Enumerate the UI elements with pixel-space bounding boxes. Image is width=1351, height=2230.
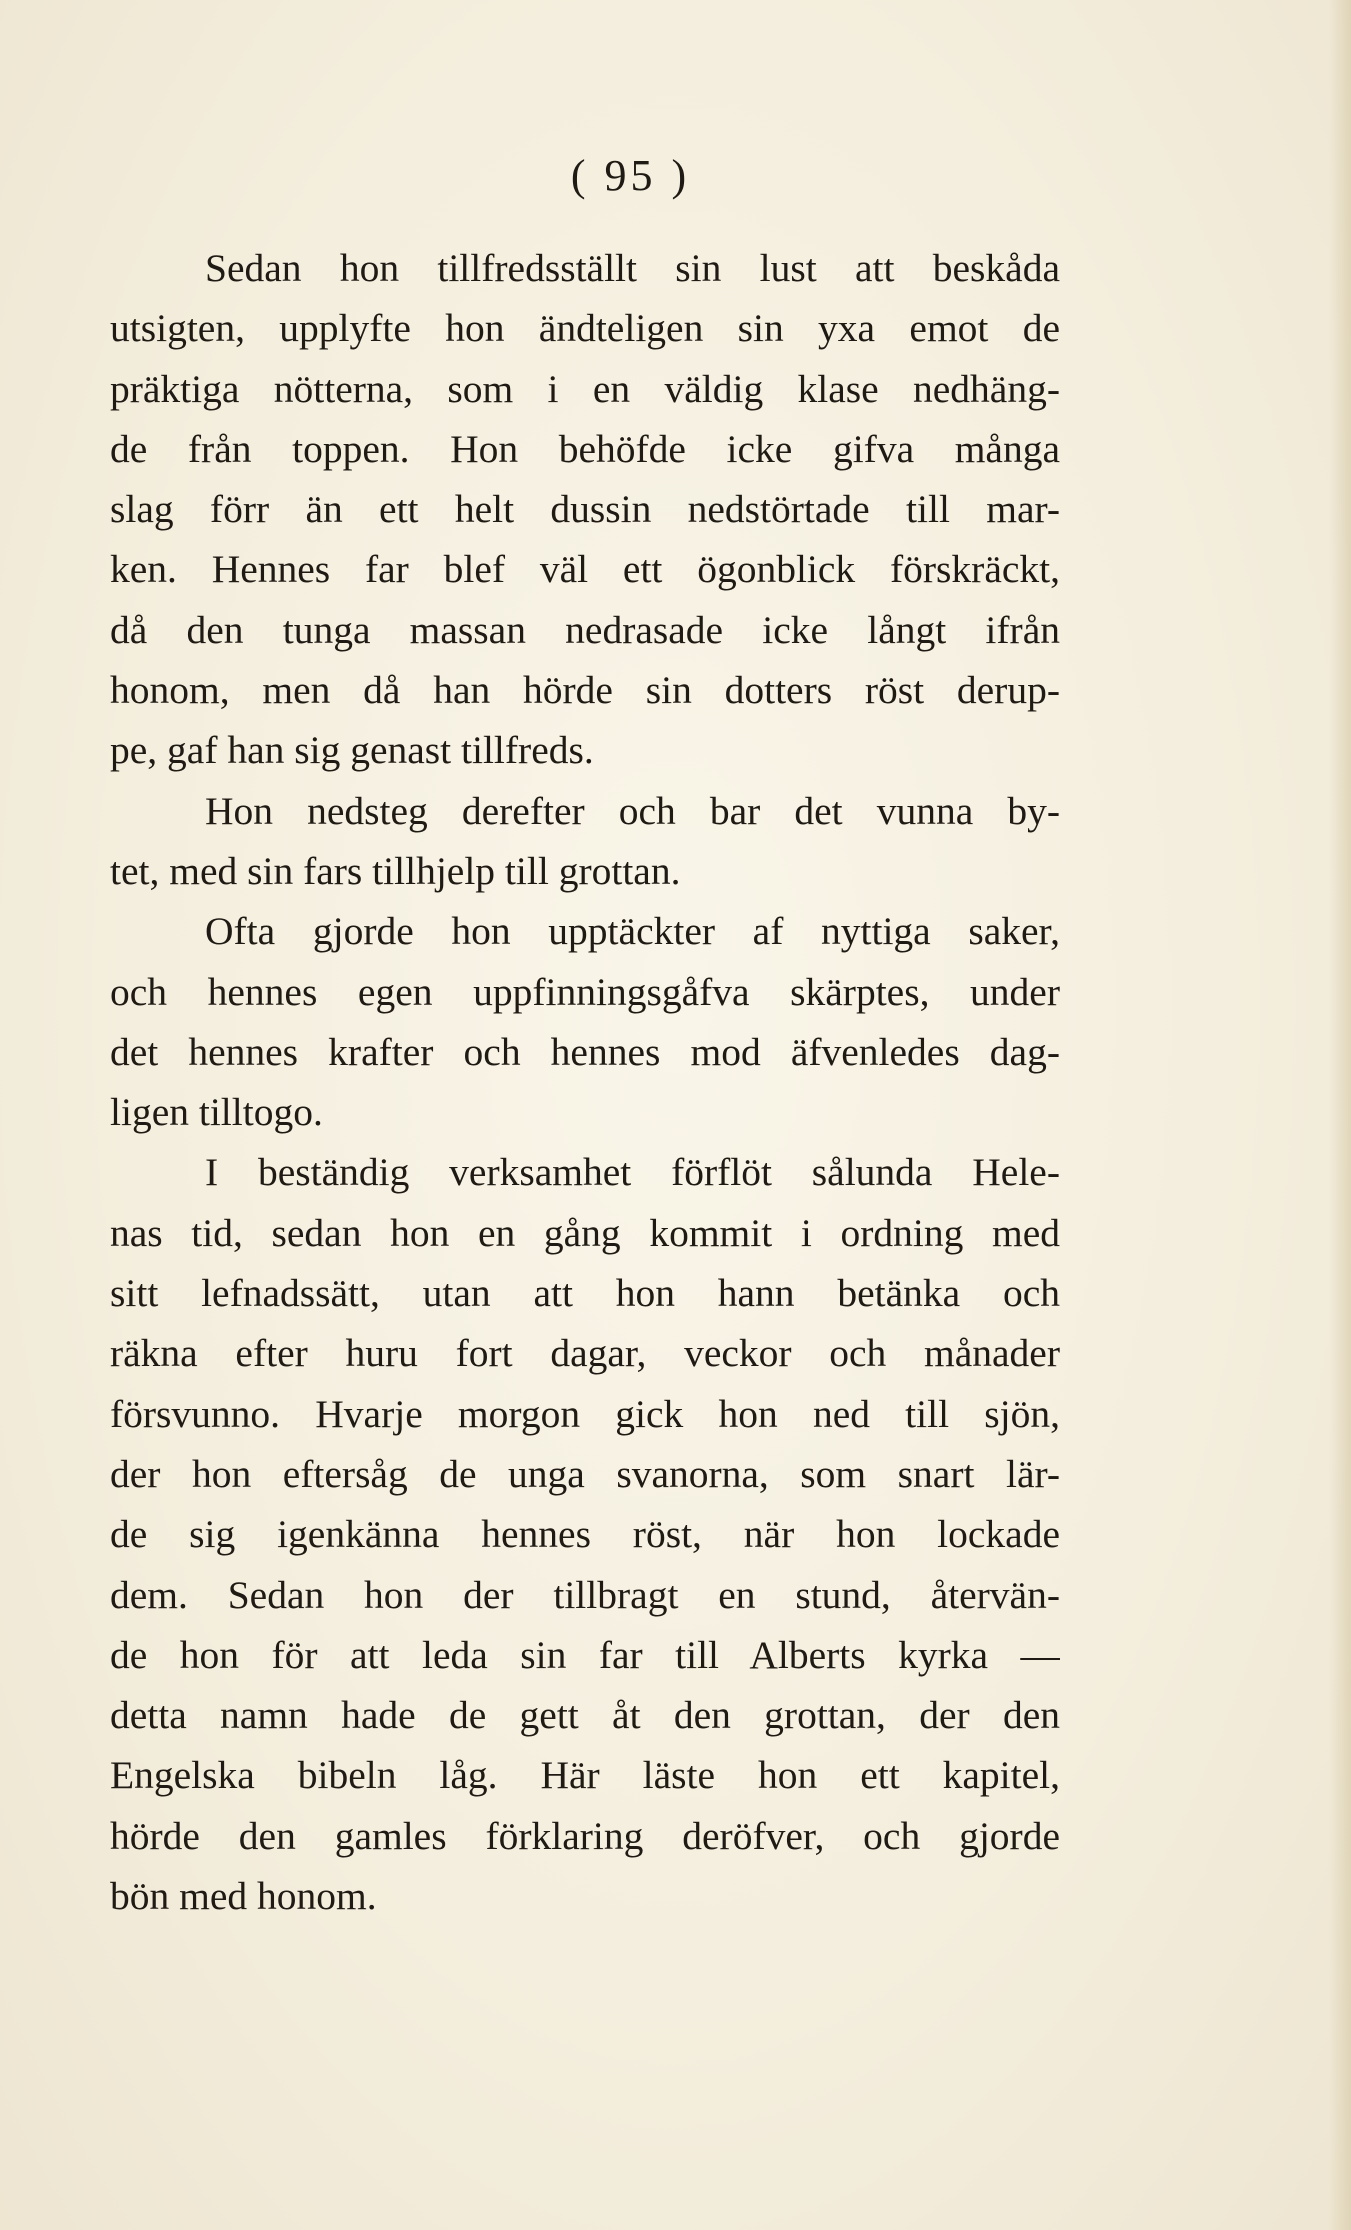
text-line: nas tid, sedan hon en gång kommit i ordning med (110, 1210, 1060, 1255)
text-line: Engelska bibeln låg. Här läste hon ett kapitel, (110, 1753, 1060, 1798)
text-line: präktiga nötterna, som i en väldig klase nedhäng- (110, 366, 1060, 411)
text-line: hörde den gamles förklaring deröfver, och gjorde (110, 1813, 1060, 1858)
text-line: de hon för att leda sin far till Alberts kyrka — (110, 1632, 1060, 1677)
text-line: I beständig verksamhet förflöt sålunda Hele- (205, 1150, 1060, 1195)
text-line: räkna efter huru fort dagar, veckor och månader (110, 1331, 1060, 1376)
text-line: Sedan hon tillfredsställt sin lust att beskåda (205, 246, 1060, 290)
text-line: försvunno. Hvarje morgon gick hon ned till sjön, (110, 1391, 1060, 1436)
text-line: tet, med sin fars tillhjelp till grottan. (110, 848, 681, 893)
text-line: slag förr än ett helt dussin nedstörtade till mar- (110, 487, 1060, 532)
text-line: och hennes egen uppfinningsgåfva skärptes, under (110, 969, 1060, 1014)
text-line: pe, gaf han sig genast tillfreds. (110, 728, 594, 773)
text-line: detta namn hade de gett åt den grottan, der den (110, 1693, 1060, 1738)
page-number (0, 150, 1351, 201)
text-line: de sig igenkänna hennes röst, när hon lockade (110, 1512, 1060, 1557)
text-line: de från toppen. Hon behöfde icke gifva många (110, 426, 1060, 471)
body-text (110, 238, 1060, 1926)
page-number-label: ( 95 ) (570, 151, 691, 200)
page-edge-shadow (1329, 0, 1351, 2230)
text-line: Hon nedsteg derefter och bar det vunna by- (205, 788, 1060, 833)
text-line: då den tunga massan nedrasade icke långt ifrån (110, 607, 1060, 652)
text-line: bön med honom. (110, 1874, 377, 1919)
text-line: Ofta gjorde hon upptäckter af nyttiga saker, (205, 909, 1060, 954)
text-line: sitt lefnadssätt, utan att hon hann betänka och (110, 1271, 1060, 1316)
text-line: ken. Hennes far blef väl ett ögonblick förskräckt, (110, 547, 1060, 592)
text-line: utsigten, upplyfte hon ändteligen sin yxa emot de (110, 306, 1060, 351)
text-line: ligen tilltogo. (110, 1090, 323, 1135)
text-line: dem. Sedan hon der tillbragt en stund, återvän- (110, 1572, 1060, 1617)
text-line: der hon eftersåg de unga svanorna, som snart lär- (110, 1451, 1060, 1496)
text-line: honom, men då han hörde sin dotters röst derup- (110, 668, 1060, 713)
text-line: det hennes krafter och hennes mod äfvenledes dag- (110, 1029, 1060, 1074)
